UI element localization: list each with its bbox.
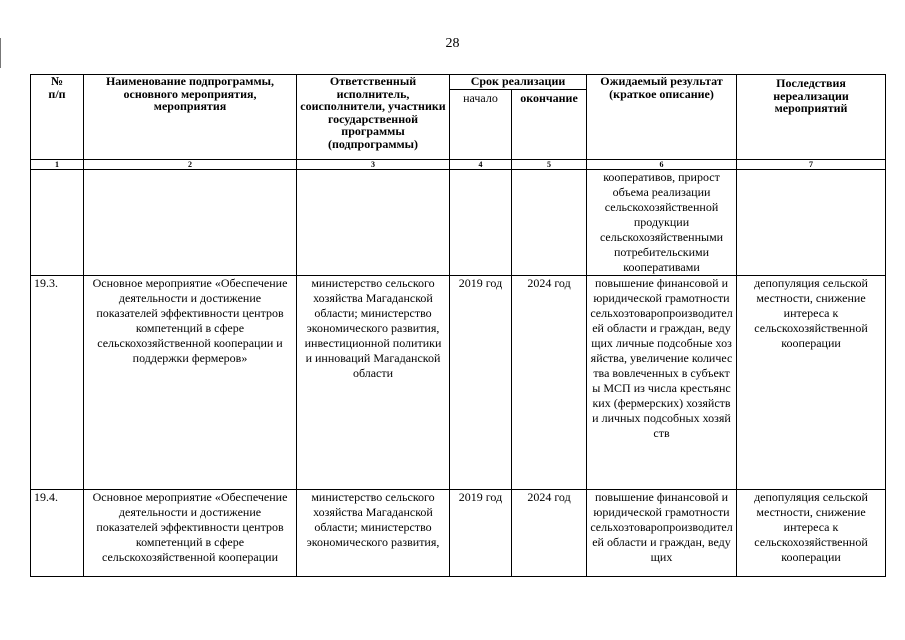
row-start: 2019 год: [450, 276, 512, 490]
header-period: Срок реализации: [450, 75, 587, 90]
column-number: 1: [31, 160, 84, 170]
table-row: [31, 490, 886, 577]
row-start: [450, 170, 512, 276]
row-result: кооперативов, прирост объема реализации сельскохозяйственной продукции сельскохозяйственными потребительскими кооперативами: [587, 170, 737, 276]
row-result: повышение финансовой и юридической грамотности сельхозтоваропроизводителей области и граждан, ведущих личные подсобные хозяйства, увеличение количества вовлеченных в субъекты МСП из числа крестьянских (фермерских) хозяйств и личных подсобных хозяйств: [587, 276, 737, 490]
header-num: № п/п: [31, 75, 84, 160]
row-start: 2019 год: [450, 490, 512, 577]
column-number: 3: [297, 160, 450, 170]
row-result: повышение финансовой и юридической грамотности сельхозтоваропроизводителей области и граждан, ведущих: [587, 490, 737, 577]
header-period-end: окончание: [512, 90, 587, 160]
column-number: 4: [450, 160, 512, 170]
row-name: [84, 170, 297, 276]
row-number: 19.3.: [31, 276, 84, 490]
row-end: [512, 170, 587, 276]
row-consequences: депопуляция сельской местности, снижение интереса к сельскохозяйственной кооперации: [737, 276, 886, 490]
row-end: 2024 год: [512, 490, 587, 577]
column-number: 6: [587, 160, 737, 170]
table-row: [31, 276, 886, 490]
row-responsible: министерство сельского хозяйства Магаданской области; министерство экономического развития,: [297, 490, 450, 577]
row-number: 19.4.: [31, 490, 84, 577]
column-number: 7: [737, 160, 886, 170]
column-number-row: [31, 160, 886, 170]
table-row: [31, 170, 886, 276]
row-name: Основное мероприятие «Обеспечение деятельности и достижение показателей эффективности центров компетенций в сфере сельскохозяйственной кооперации: [84, 490, 297, 577]
row-number: [31, 170, 84, 276]
header-period-start: начало: [450, 90, 512, 160]
row-responsible: министерство сельского хозяйства Магаданской области; министерство экономического развития, инвестиционной политики и инноваций Магаданской области: [297, 276, 450, 490]
row-consequences: [737, 170, 886, 276]
header-row: [31, 75, 886, 90]
row-consequences: депопуляция сельской местности, снижение интереса к сельскохозяйственной кооперации: [737, 490, 886, 577]
row-responsible: [297, 170, 450, 276]
header-responsible: Ответственный исполнитель, соисполнители, участники государственной программы (подпрограммы): [297, 75, 450, 160]
row-name: Основное мероприятие «Обеспечение деятельности и достижение показателей эффективности центров компетенций в сфере сельскохозяйственной кооперации и поддержки фермеров»: [84, 276, 297, 490]
header-name: Наименование подпрограммы, основного мероприятия, мероприятия: [84, 75, 297, 160]
column-number: 2: [84, 160, 297, 170]
header-consequences: Последствия нереализации мероприятий: [737, 75, 886, 160]
row-end: 2024 год: [512, 276, 587, 490]
column-number: 5: [512, 160, 587, 170]
page-number: 28: [445, 36, 460, 51]
program-table: [30, 74, 886, 577]
header-result: Ожидаемый результат (краткое описание): [587, 75, 737, 160]
